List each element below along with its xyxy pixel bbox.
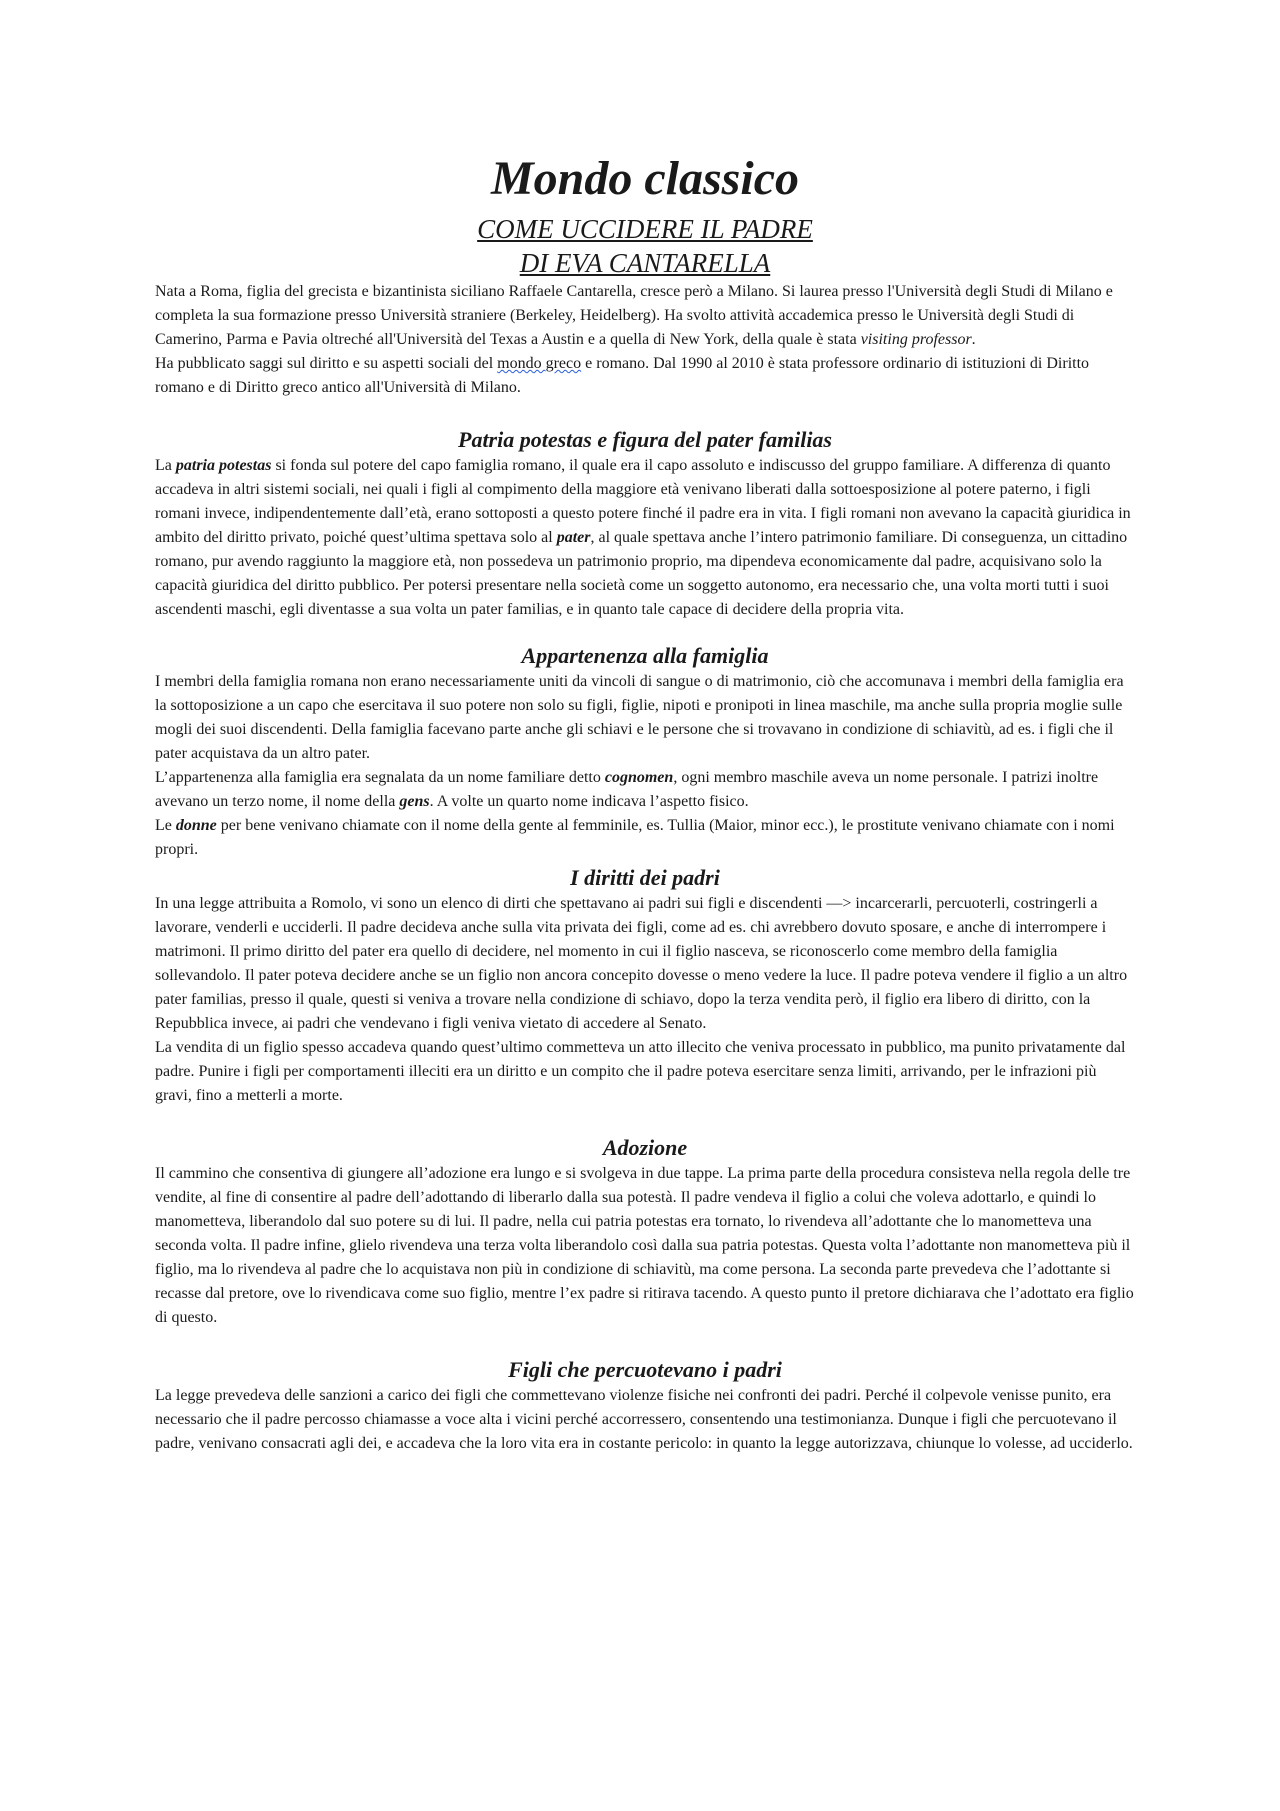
document-title: Mondo classico xyxy=(490,152,799,205)
diritti-paragraph-2: La vendita di un figlio spesso accadeva quando quest’ultimo commetteva un atto illecito che veniva processato in pubblico, ma punito privatamente dal padre. Punire i figli per comportamenti illeciti era un diritto e un compito che il padre poteva esercitare senza limiti, arrivando, per le infrazioni più gravi, fino a metterli a morte. xyxy=(155,1039,1126,1104)
visiting-professor-em: visiting professor xyxy=(860,331,972,348)
book-author: DI EVA CANTARELLA xyxy=(519,248,771,278)
document-page xyxy=(155,150,1135,1456)
book-title: COME UCCIDERE IL PADRE xyxy=(477,214,813,244)
gens-term: gens xyxy=(399,793,430,810)
patria-potestas-term: patria potestas xyxy=(175,457,272,474)
bio-paragraph-1: Nata a Roma, figlia del grecista e bizantinista siciliano Raffaele Cantarella, cresce però a Milano. Si laurea presso l'Università degli Studi di Milano e completa la sua formazione presso Università straniere (Berkeley, Heidelberg). Ha svolto attività accademica presso le Università degli Studi di Camerino, Parma e Pavia oltreché all'Università del Texas a Austin e a quella di New York, della quale è stata visiting professor. xyxy=(155,283,1113,348)
heading-appartenenza: Appartenenza alla famiglia xyxy=(521,643,769,668)
heading-patria-potestas: Patria potestas e figura del pater familias xyxy=(458,427,832,452)
figli-paragraph: La legge prevedeva delle sanzioni a carico dei figli che commettevano violenze fisiche nei confronti dei padri. Perché il colpevole venisse punito, era necessario che il padre percosso chiamasse a voce alta i vicini perché accorressero, consentendo una testimonianza. Dunque i figli che percuotevano il padre, venivano consacrati agli dei, e accadeva che la loro vita era in costante pericolo: in quanto la legge autorizzava, chiunque lo volesse, ad ucciderlo. xyxy=(155,1387,1133,1452)
appartenenza-paragraph-3: Le donne per bene venivano chiamate con il nome della gente al femminile, es. Tullia (Maior, minor ecc.), le prostitute venivano chiamate con i nomi propri. xyxy=(155,817,1115,858)
heading-diritti-padri: I diritti dei padri xyxy=(570,865,720,890)
adozione-paragraph: Il cammino che consentiva di giungere all’adozione era lungo e si svolgeva in due tappe. La prima parte della procedura consisteva nella regola delle tre vendite, al fine di consentire al padre dell’adottando di liberarlo dalla sua potestà. Il padre vendeva il figlio a colui che voleva adottarlo, e quindi lo manometteva, liberandolo dal suo potere su di lui. Il padre, nella cui patria potestas era tornato, lo rivendeva all’adottante che lo manometteva una seconda volta. Il padre infine, glielo rivendeva una terza volta liberandolo così dalla sua patria potestas. Questa volta l’adottante non manometteva più il figlio, ma lo rivendeva al padre che lo acquistava non più in condizione di schiavitù, ma come persona. La seconda parte prevedeva che l’adottante si recasse dal pretore, ove lo rivendicava come suo figlio, mentre l’ex padre si ritirava tacendo. A questo punto il pretore dichiarava che l’adottato era figlio di questo. xyxy=(155,1165,1134,1326)
heading-figli-percuotevano: Figli che percuotevano i padri xyxy=(508,1357,782,1382)
donne-term: donne xyxy=(175,817,217,834)
heading-adozione: Adozione xyxy=(602,1135,688,1160)
mondo-greco-text: mondo greco xyxy=(497,355,582,372)
pater-term: pater xyxy=(556,529,591,546)
bio-paragraph-2: Ha pubblicato saggi sul diritto e su aspetti sociali del mondo greco e romano. Dal 1990 al 2010 è stata professore ordinario di istituzioni di Diritto romano e di Diritto greco antico all'Università di Milano. xyxy=(155,355,1090,396)
diritti-paragraph-1: In una legge attribuita a Romolo, vi sono un elenco di dirti che spettavano ai padri sui figli e discendenti —> incarcerarli, percuoterli, costringerli a lavorare, venderli e ucciderli. Il padre decideva anche sulla vita privata dei figli, come ad es. chi avrebbero dovuto sposare, e anche di interrompere i matrimoni. Il primo diritto del pater era quello di decidere, nel momento in cui il figlio nasceva, se riconoscerlo come membro della famiglia sollevandolo. Il pater poteva decidere anche se un figlio non ancora concepito dovesse o meno vedere la luce. Il padre poteva vendere il figlio a un altro pater familias, presso il quale, questi si veniva a trovare nella condizione di schiavo, dopo la terza vendita però, il figlio era libero di diritto, con la Repubblica invece, ai padri che vendevano i figli veniva vietato di accedere al Senato. xyxy=(155,895,1128,1032)
patria-potestas-paragraph: La patria potestas si fonda sul potere del capo famiglia romano, il quale era il capo assoluto e indiscusso del gruppo familiare. A differenza di quanto accadeva in altri sistemi sociali, nei quali i figli al compimento della maggiore età venivano liberati dalla sottoesposizione al potere paterno, i figli romani invece, indipendentemente dall’età, erano sottoposti a questo potere finché il padre era in vita. I figli romani non avevano la capacità giuridica in ambito del diritto privato, poiché quest’ultima spettava solo al pater, al quale spettava anche l’intero patrimonio familiare. Di conseguenza, un cittadino romano, pur avendo raggiunto la maggiore età, non possedeva un patrimonio proprio, ma dipendeva economicamente dal padre, acquisivano solo la capacità giuridica del diritto pubblico. Per potersi presentare nella società come un soggetto autonomo, era necessario che, una volta morti tutti i suoi ascendenti maschi, egli diventasse a sua volta un pater familias, e in quanto tale capace di decidere della propria vita. xyxy=(155,457,1131,618)
appartenenza-paragraph-1: I membri della famiglia romana non erano necessariamente uniti da vincoli di sangue o di matrimonio, ciò che accomunava i membri della famiglia era la sottoposizione a un capo che esercitava il suo potere non solo su figli, figlie, nipoti e pronipoti in linea maschile, ma anche sulla propria moglie sulle mogli dei suoi discendenti. Della famiglia facevano parte anche gli schiavi e le persone che si trovavano in condizione di schiavitù, ad es. i figli che il pater acquistava da un altro pater. xyxy=(155,673,1124,762)
appartenenza-paragraph-2: L’appartenenza alla famiglia era segnalata da un nome familiare detto cognomen, ogni membro maschile aveva un nome personale. I patrizi inoltre avevano un terzo nome, il nome della gens. A volte un quarto nome indicava l’aspetto fisico. xyxy=(155,769,1099,810)
cognomen-term: cognomen xyxy=(604,769,674,786)
